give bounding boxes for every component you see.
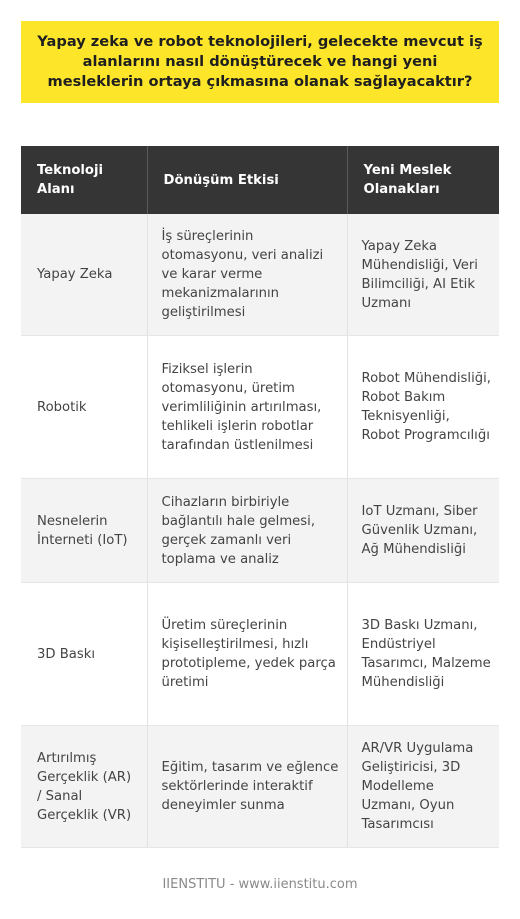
- header-technology-area: Teknoloji Alanı: [21, 146, 147, 214]
- question-banner: [21, 21, 499, 103]
- cell-technology: Robotik: [21, 336, 147, 479]
- table-row: [21, 336, 499, 479]
- table-row: [21, 214, 499, 336]
- comparison-table-container: [21, 146, 499, 848]
- cell-jobs: IoT Uzmanı, Siber Güvenlik Uzmanı, Ağ Mühendisliği: [347, 479, 499, 583]
- cell-jobs: Yapay Zeka Mühendisliği, Veri Bilimciliği, AI Etik Uzmanı: [347, 214, 499, 336]
- cell-jobs: Robot Mühendisliği, Robot Bakım Teknisyenliği, Robot Programcılığı: [347, 336, 499, 479]
- cell-impact: Eğitim, tasarım ve eğlence sektörlerinde interaktif deneyimler sunma: [147, 726, 347, 848]
- table-row: [21, 583, 499, 726]
- cell-impact: Cihazların birbiriyle bağlantılı hale gelmesi, gerçek zamanlı veri toplama ve analiz: [147, 479, 347, 583]
- cell-jobs: 3D Baskı Uzmanı, Endüstriyel Tasarımcı, Malzeme Mühendisliği: [347, 583, 499, 726]
- table-header-row: [21, 146, 499, 214]
- cell-technology: Yapay Zeka: [21, 214, 147, 336]
- cell-technology: Nesnelerin İnterneti (IoT): [21, 479, 147, 583]
- cell-impact: Üretim süreçlerinin kişiselleştirilmesi, hızlı prototipleme, yedek parça üretimi: [147, 583, 347, 726]
- footer-credit: IIENSTITU - www.iienstitu.com: [162, 877, 358, 892]
- page-title: Yapay zeka ve robot teknolojileri, gelecekte mevcut iş alanlarını nasıl dönüştürecek ve hangi yeni mesleklerin ortaya çıkmasına olanak sağlayacaktır?: [37, 33, 483, 90]
- header-transformation-effect: Dönüşüm Etkisi: [147, 146, 347, 214]
- table-row: [21, 479, 499, 583]
- cell-technology: 3D Baskı: [21, 583, 147, 726]
- cell-jobs: AR/VR Uygulama Geliştiricisi, 3D Modelleme Uzmanı, Oyun Tasarımcısı: [347, 726, 499, 848]
- cell-impact: İş süreçlerinin otomasyonu, veri analizi ve karar verme mekanizmalarının geliştirilmesi: [147, 214, 347, 336]
- cell-technology: Artırılmış Gerçeklik (AR) / Sanal Gerçeklik (VR): [21, 726, 147, 848]
- comparison-table: [21, 146, 499, 848]
- header-new-job-opportunities: Yeni Meslek Olanakları: [347, 146, 499, 214]
- cell-impact: Fiziksel işlerin otomasyonu, üretim verimliliğinin artırılması, tehlikeli işlerin robotlar tarafından üstlenilmesi: [147, 336, 347, 479]
- table-row: [21, 726, 499, 848]
